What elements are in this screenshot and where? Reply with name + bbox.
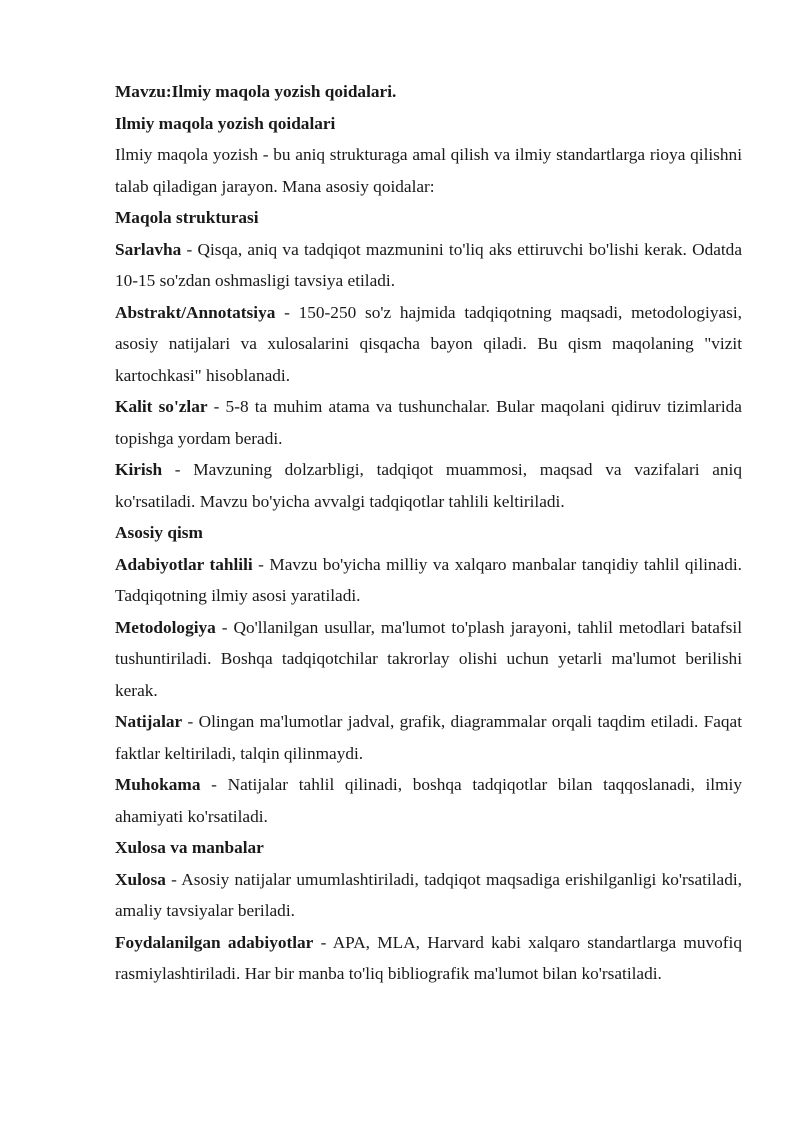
definition-text: - Mavzu bo'yicha milliy va xalqaro manbalar tanqidiy tahlil qilinadi. Tadqiqotning ilmiy asosi yaratiladi. [115,554,742,605]
definition-term: Sarlavha [115,239,182,259]
definition-term: Adabiyotlar tahlili [115,554,253,574]
definition-paragraph [115,234,742,297]
definition-term: Kirish [115,460,163,479]
definition-term: Muhokama [115,775,201,794]
definition-term: Kalit so'zlar [115,397,208,416]
definition-term: Abstrakt/Annotatsiya [115,302,276,322]
definition-paragraph [115,864,742,927]
main-heading: Ilmiy maqola yozish qoidalari [115,113,336,133]
definition-term: Metodologiya [115,617,216,637]
definition-text: - Olingan ma'lumotlar jadval, grafik, diagrammalar orqali taqdim etiladi. Faqat faktlar keltiriladi, talqin qilinmaydi. [115,712,742,763]
definition-paragraph [115,706,742,769]
definition-text: - Asosiy natijalar umumlashtiriladi, tadqiqot maqsadiga erishilganligi ko'rsatiladi, amaliy tavsiyalar beriladi. [115,869,742,920]
definition-text: - Mavzuning dolzarbligi, tadqiqot muammosi, maqsad va vazifalari aniq ko'rsatiladi. Mavzu bo'yicha avvalgi tadqiqotlar tahlili keltiriladi. [115,460,742,511]
section-title: Maqola strukturasi [115,208,259,227]
definition-paragraph [115,391,742,454]
definition-term: Xulosa [115,869,166,889]
section-title: Asosiy qism [115,523,203,542]
definition-paragraph [115,769,742,832]
definition-text: - 150-250 so'z hajmida tadqiqotning maqsadi, metodologiyasi, asosiy natijalari va xulosalarini qisqacha bayon qiladi. Bu qism maqolaning "vizit kartochkasi" hisoblanadi. [115,302,742,385]
definition-paragraph [115,297,742,392]
document-page [115,76,742,990]
definition-term: Foydalanilgan adabiyotlar [115,932,314,952]
definition-paragraph [115,612,742,707]
definition-text: - Qisqa, aniq va tadqiqot mazmunini to'liq aks ettiruvchi bo'lishi kerak. Odatda 10-15 so'zdan oshmasligi tavsiya etiladi. [115,239,742,290]
definition-paragraph [115,454,742,517]
definition-term: Natijalar [115,712,183,731]
definition-text: - 5-8 ta muhim atama va tushunchalar. Bular maqolani qidiruv tizimlarida topishga yordam beradi. [115,397,742,448]
definition-paragraph [115,549,742,612]
definition-text: - APA, MLA, Harvard kabi xalqaro standartlarga muvofiq rasmiylashtiriladi. Har bir manba to'liq bibliografik ma'lumot bilan ko'rsatiladi. [115,932,742,983]
intro-paragraph: Ilmiy maqola yozish - bu aniq strukturaga amal qilish va ilmiy standartlarga rioya qilishni talab qiladigan jarayon. Mana asosiy qoidalar: [115,145,742,196]
topic-line: Mavzu:Ilmiy maqola yozish qoidalari. [115,82,397,101]
definition-paragraph [115,927,742,990]
section-title: Xulosa va manbalar [115,838,264,857]
definition-text: - Qo'llanilgan usullar, ma'lumot to'plash jarayoni, tahlil metodlari batafsil tushuntiriladi. Boshqa tadqiqotchilar takrorlay olishi uchun yetarli ma'lumot berilishi kerak. [115,617,742,700]
definition-text: - Natijalar tahlil qilinadi, boshqa tadqiqotlar bilan taqqoslanadi, ilmiy ahamiyati ko'rsatiladi. [115,775,742,826]
